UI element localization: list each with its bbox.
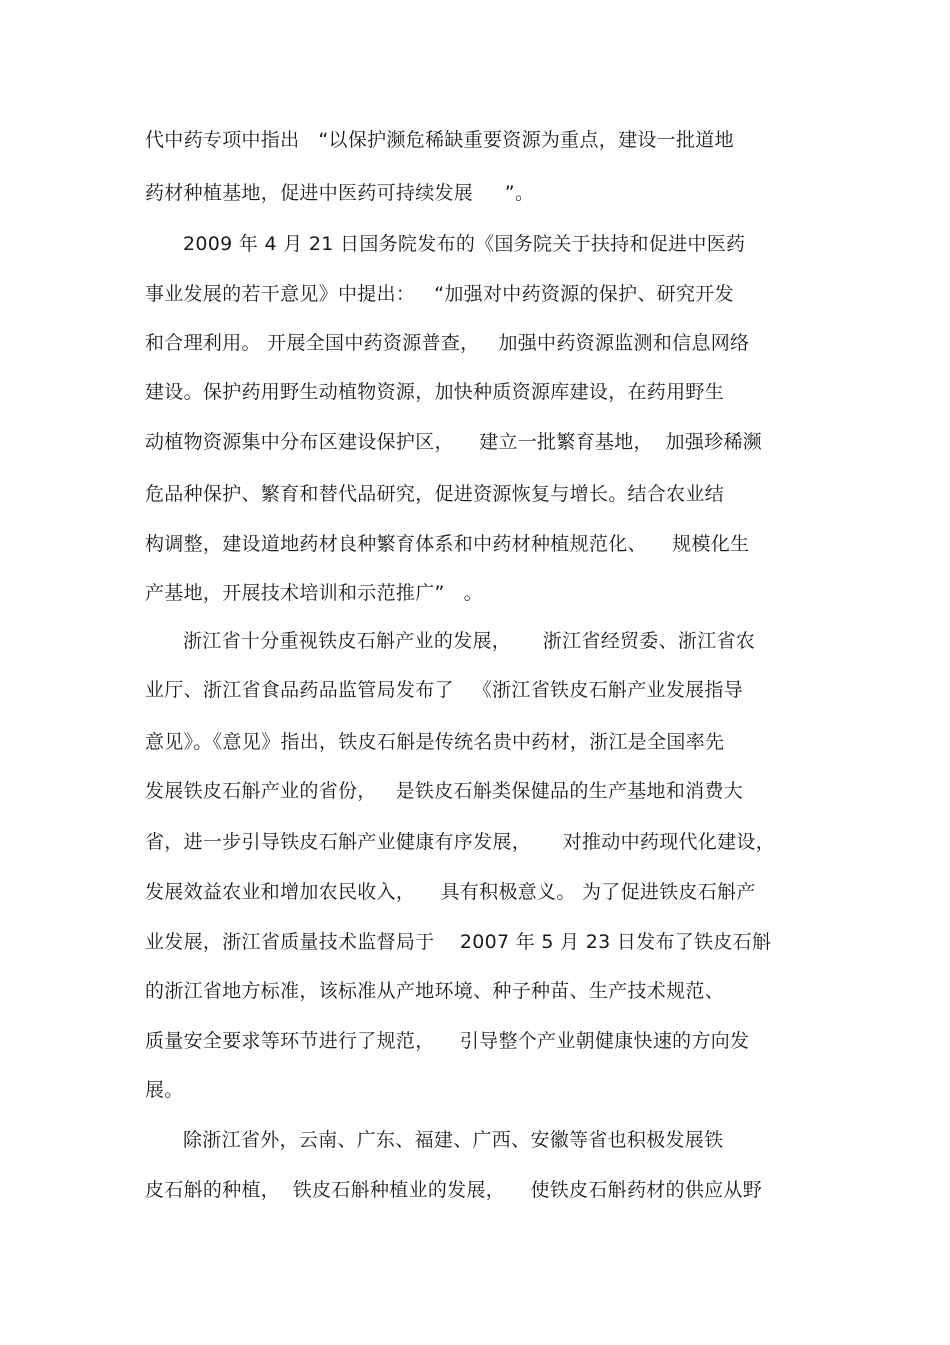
text-line: 事业发展的若干意见》中提出： “加强对中药资源的保护、研究开发 [145, 283, 734, 305]
text-line: 构调整，建设道地药材良种繁育体系和中药材种植规范化、 规模化生 [145, 533, 750, 555]
text-line: 的浙江省地方标准，该标准从产地环境、种子种苗、生产技术规范、 [145, 980, 725, 1002]
paragraph-first-line: 2009 年 4 月 21 日国务院发布的《国务院关于扶持和促进中医药 [183, 233, 746, 255]
paragraph-first-line: 除浙江省外，云南、广东、福建、广西、安徽等省也积极发展铁 [183, 1129, 724, 1151]
paragraph-first-line: 浙江省十分重视铁皮石斛产业的发展， 浙江省经贸委、浙江省农 [183, 630, 756, 652]
text-line: 药材种植基地，促进中医药可持续发展 ”。 [145, 182, 535, 204]
text-line: 动植物资源集中分布区建设保护区， 建立一批繁育基地， 加强珍稀濒 [145, 431, 763, 453]
text-line: 发展铁皮石斛产业的省份， 是铁皮石斛类保健品的生产基地和消费大 [145, 780, 744, 802]
text-line: 业厅、浙江省食品药品监管局发布了 《浙江省铁皮石斛产业发展指导 [145, 679, 744, 701]
text-line: 意见》。《意见》指出，铁皮石斛是传统名贵中药材，浙江是全国率先 [145, 731, 725, 753]
text-line: 展。 [145, 1079, 184, 1101]
text-line: 建设。保护药用野生动植物资源，加快种质资源库建设，在药用野生 [145, 381, 725, 403]
text-line: 产基地，开展技术培训和示范推广” 。 [145, 582, 483, 604]
text-line: 和合理利用。 开展全国中药资源普查， 加强中药资源监测和信息网络 [145, 332, 750, 354]
text-line: 发展效益农业和增加农民收入， 具有积极意义。 为了促进铁皮石斛产 [145, 881, 756, 903]
text-line: 代中药专项中指出 “以保护濒危稀缺重要资源为重点，建设一批道地 [145, 129, 734, 151]
text-line: 皮石斛的种植， 铁皮石斛种植业的发展， 使铁皮石斛药材的供应从野 [145, 1179, 763, 1201]
text-line: 业发展，浙江省质量技术监督局于 2007 年 5 月 23 日发布了铁皮石斛 [145, 931, 772, 953]
text-line: 省，进一步引导铁皮石斛产业健康有序发展， 对推动中药现代化建设， [145, 831, 775, 853]
text-line: 危品种保护、繁育和替代品研究，促进资源恢复与增长。结合农业结 [145, 483, 725, 505]
text-line: 质量安全要求等环节进行了规范， 引导整个产业朝健康快速的方向发 [145, 1030, 750, 1052]
